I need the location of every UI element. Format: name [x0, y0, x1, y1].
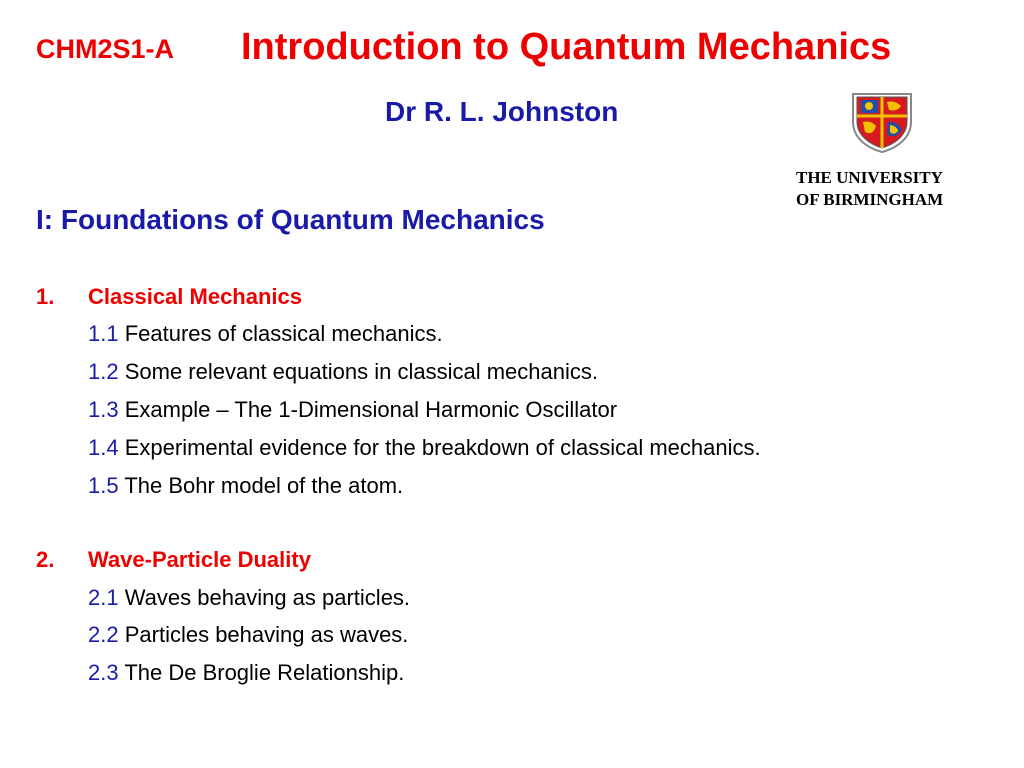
item-number: 1.2 [88, 359, 119, 384]
part-heading: I: Foundations of Quantum Mechanics [36, 204, 545, 235]
list-item [88, 622, 408, 648]
list-item [88, 321, 443, 347]
university-name-line2: OF BIRMINGHAM [796, 190, 944, 209]
item-number: 2.2 [88, 622, 119, 647]
university-name-line1: THE UNIVERSITY [796, 168, 943, 187]
item-number: 1.1 [88, 321, 119, 346]
university-crest-icon [849, 92, 915, 154]
item-text: Features of classical mechanics. [124, 321, 443, 346]
list-item [88, 473, 403, 499]
section-heading-2 [36, 547, 311, 573]
item-text: Example – The 1-Dimensional Harmonic Oscillator [124, 397, 618, 422]
item-number: 2.3 [88, 660, 119, 685]
course-code: CHM2S1-A [36, 34, 175, 64]
section-heading-1 [36, 284, 302, 310]
item-text: Experimental evidence for the breakdown of classical mechanics. [124, 435, 761, 460]
section-title: Wave-Particle Duality [88, 547, 311, 572]
item-text: Some relevant equations in classical mechanics. [124, 359, 598, 384]
item-text: The De Broglie Relationship. [124, 660, 405, 685]
author-name: Dr R. L. Johnston [385, 96, 619, 127]
item-text: Particles behaving as waves. [124, 622, 409, 647]
section-number: 1. [36, 284, 55, 309]
university-name [796, 167, 968, 211]
item-number: 2.1 [88, 585, 119, 610]
item-text: The Bohr model of the atom. [124, 473, 404, 498]
list-item [88, 359, 598, 385]
item-number: 1.3 [88, 397, 119, 422]
item-text: Waves behaving as particles. [124, 585, 411, 610]
section-number: 2. [36, 547, 55, 572]
list-item [88, 435, 761, 461]
list-item [88, 397, 617, 423]
item-number: 1.5 [88, 473, 119, 498]
slide-title: Introduction to Quantum Mechanics [241, 26, 892, 68]
item-number: 1.4 [88, 435, 119, 460]
list-item [88, 585, 410, 611]
list-item [88, 660, 404, 686]
section-title: Classical Mechanics [88, 284, 303, 309]
